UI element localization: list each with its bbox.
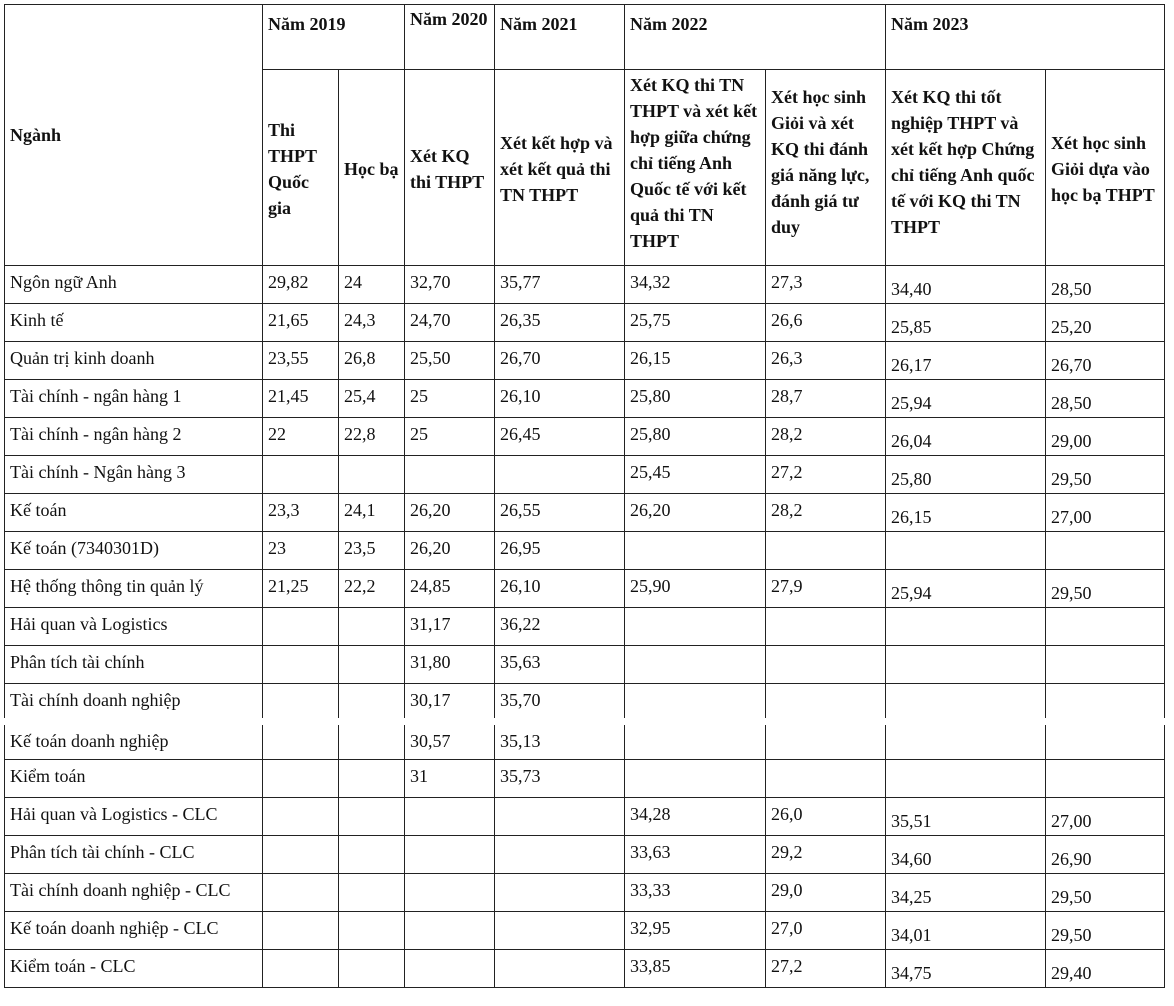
cell-score-2021: 26,55 — [495, 494, 625, 532]
cell-score-2022-a: 33,85 — [625, 950, 766, 988]
cell-score-2023-b — [1046, 684, 1165, 722]
cell-score-2023-b: 29,50 — [1046, 874, 1165, 912]
cell-score-2019-hocba: 22,8 — [339, 418, 405, 456]
cell-score-2022-b: 27,2 — [766, 456, 886, 494]
cell-score-2022-a — [625, 532, 766, 570]
cell-score-2021: 36,22 — [495, 608, 625, 646]
cell-score-2019-hocba: 24 — [339, 266, 405, 304]
cell-score-2019-hocba: 22,2 — [339, 570, 405, 608]
cell-score-2019-thpt: 21,65 — [263, 304, 339, 342]
table-row — [5, 266, 1165, 304]
cell-score-2023-a: 34,01 — [886, 912, 1046, 950]
cell-score-2020: 31,80 — [405, 646, 495, 684]
cell-score-2022-b: 27,9 — [766, 570, 886, 608]
table-row — [5, 950, 1165, 988]
table-row — [5, 570, 1165, 608]
cell-score-2019-thpt: 23,55 — [263, 342, 339, 380]
cell-score-2019-thpt — [263, 646, 339, 684]
header-method-2022-a: Xét KQ thi TN THPT và xét kết hợp giữa chứng chỉ tiếng Anh Quốc tế với kết quả thi TN THPT — [625, 70, 766, 266]
cell-score-2019-thpt: 21,25 — [263, 570, 339, 608]
cell-score-2022-a: 32,95 — [625, 912, 766, 950]
table-row — [5, 760, 1165, 798]
cell-nganh: Hệ thống thông tin quản lý — [5, 570, 263, 608]
table-row — [5, 304, 1165, 342]
cell-score-2023-b: 29,50 — [1046, 570, 1165, 608]
cell-score-2021: 35,73 — [495, 760, 625, 798]
cell-score-2023-a: 35,51 — [886, 798, 1046, 836]
cell-score-2020: 26,20 — [405, 494, 495, 532]
cell-score-2023-a: 26,04 — [886, 418, 1046, 456]
cell-score-2021 — [495, 874, 625, 912]
cell-score-2020: 31,17 — [405, 608, 495, 646]
cell-score-2022-b: 27,0 — [766, 912, 886, 950]
cell-score-2022-a: 34,32 — [625, 266, 766, 304]
cell-score-2022-b: 28,7 — [766, 380, 886, 418]
cell-score-2022-a — [625, 684, 766, 722]
table-row — [5, 380, 1165, 418]
cell-score-2023-a — [886, 608, 1046, 646]
cell-score-2019-hocba — [339, 646, 405, 684]
cell-score-2019-hocba — [339, 874, 405, 912]
cell-nganh: Kế toán doanh nghiệp - CLC — [5, 912, 263, 950]
cell-score-2023-a: 26,17 — [886, 342, 1046, 380]
cell-nganh: Tài chính doanh nghiệp - CLC — [5, 874, 263, 912]
cell-nganh: Kế toán (7340301D) — [5, 532, 263, 570]
cell-score-2023-b: 29,50 — [1046, 456, 1165, 494]
cell-score-2019-thpt: 23 — [263, 532, 339, 570]
cell-score-2023-a — [886, 646, 1046, 684]
cell-score-2023-a: 25,94 — [886, 380, 1046, 418]
cell-score-2023-a: 26,15 — [886, 494, 1046, 532]
cell-nganh: Hải quan và Logistics — [5, 608, 263, 646]
cell-score-2022-a: 25,75 — [625, 304, 766, 342]
cell-score-2022-a: 25,90 — [625, 570, 766, 608]
cell-score-2022-a: 25,80 — [625, 380, 766, 418]
cell-score-2019-thpt — [263, 798, 339, 836]
cell-score-2019-hocba: 23,5 — [339, 532, 405, 570]
cell-score-2023-a — [886, 684, 1046, 722]
cell-score-2023-b — [1046, 532, 1165, 570]
cell-score-2021: 35,77 — [495, 266, 625, 304]
cell-score-2019-thpt: 21,45 — [263, 380, 339, 418]
cell-score-2023-b: 28,50 — [1046, 266, 1165, 304]
cell-nganh: Tài chính - ngân hàng 1 — [5, 380, 263, 418]
cell-score-2022-b: 28,2 — [766, 494, 886, 532]
cell-score-2023-b: 28,50 — [1046, 380, 1165, 418]
cell-score-2020: 25 — [405, 418, 495, 456]
cell-score-2019-thpt — [263, 684, 339, 722]
cell-score-2023-b — [1046, 760, 1165, 798]
cell-score-2023-b — [1046, 722, 1165, 760]
cell-score-2021: 26,45 — [495, 418, 625, 456]
cell-score-2023-b: 29,40 — [1046, 950, 1165, 988]
table-row — [5, 722, 1165, 760]
table-row — [5, 608, 1165, 646]
cell-nganh: Kế toán doanh nghiệp — [5, 722, 263, 760]
cell-score-2022-b — [766, 532, 886, 570]
cell-score-2021: 35,70 — [495, 684, 625, 722]
cell-score-2019-hocba — [339, 950, 405, 988]
cell-nganh: Quản trị kinh doanh — [5, 342, 263, 380]
cell-nganh: Kiểm toán — [5, 760, 263, 798]
cell-score-2022-b: 29,0 — [766, 874, 886, 912]
cell-score-2019-thpt — [263, 722, 339, 760]
cell-nganh: Kiểm toán - CLC — [5, 950, 263, 988]
table-row — [5, 646, 1165, 684]
cell-score-2022-b: 26,3 — [766, 342, 886, 380]
cell-score-2020: 24,70 — [405, 304, 495, 342]
cell-score-2022-a — [625, 646, 766, 684]
cell-score-2019-thpt — [263, 950, 339, 988]
cell-score-2019-hocba: 25,4 — [339, 380, 405, 418]
cell-score-2020: 31 — [405, 760, 495, 798]
cell-score-2019-thpt: 23,3 — [263, 494, 339, 532]
cell-score-2021 — [495, 798, 625, 836]
cell-score-2022-b — [766, 760, 886, 798]
cell-score-2021: 26,70 — [495, 342, 625, 380]
cell-score-2020 — [405, 874, 495, 912]
cell-score-2021 — [495, 456, 625, 494]
admission-scores-table — [4, 4, 1165, 988]
cell-score-2019-hocba: 24,3 — [339, 304, 405, 342]
table-row — [5, 342, 1165, 380]
cell-score-2023-a: 34,75 — [886, 950, 1046, 988]
cell-score-2019-thpt — [263, 912, 339, 950]
cell-score-2022-b: 28,2 — [766, 418, 886, 456]
table-row — [5, 456, 1165, 494]
cell-score-2021: 26,10 — [495, 380, 625, 418]
cell-score-2023-a — [886, 532, 1046, 570]
cell-score-2023-b: 27,00 — [1046, 494, 1165, 532]
cell-score-2019-thpt: 29,82 — [263, 266, 339, 304]
cell-nganh: Phân tích tài chính — [5, 646, 263, 684]
cell-score-2019-hocba — [339, 912, 405, 950]
cell-score-2023-a: 25,94 — [886, 570, 1046, 608]
cell-score-2022-b — [766, 722, 886, 760]
cell-score-2022-a: 26,15 — [625, 342, 766, 380]
cell-score-2023-b: 25,20 — [1046, 304, 1165, 342]
cell-score-2019-thpt — [263, 760, 339, 798]
cell-score-2019-hocba — [339, 760, 405, 798]
cell-score-2020: 32,70 — [405, 266, 495, 304]
cell-score-2019-hocba — [339, 456, 405, 494]
cell-score-2020: 25,50 — [405, 342, 495, 380]
cell-score-2022-b — [766, 608, 886, 646]
cell-score-2021: 35,63 — [495, 646, 625, 684]
cell-score-2020: 25 — [405, 380, 495, 418]
cell-score-2022-b: 27,2 — [766, 950, 886, 988]
cell-score-2022-a — [625, 722, 766, 760]
cell-score-2021: 26,95 — [495, 532, 625, 570]
cell-score-2022-b: 26,0 — [766, 798, 886, 836]
header-method-2020: Xét KQ thi THPT — [405, 70, 495, 266]
cell-score-2023-a — [886, 760, 1046, 798]
cell-score-2020 — [405, 798, 495, 836]
cell-score-2020 — [405, 836, 495, 874]
header-year-2023: Năm 2023 — [886, 5, 1165, 70]
cell-score-2020 — [405, 950, 495, 988]
cell-score-2019-hocba — [339, 608, 405, 646]
cell-score-2019-thpt — [263, 836, 339, 874]
cell-score-2019-hocba — [339, 798, 405, 836]
cell-score-2022-b — [766, 646, 886, 684]
cell-score-2019-thpt — [263, 874, 339, 912]
cell-score-2021 — [495, 912, 625, 950]
cell-score-2023-a: 34,60 — [886, 836, 1046, 874]
cell-score-2023-b: 29,50 — [1046, 912, 1165, 950]
table-row — [5, 874, 1165, 912]
cell-score-2023-b: 26,70 — [1046, 342, 1165, 380]
header-method-2021: Xét kết hợp và xét kết quả thi TN THPT — [495, 70, 625, 266]
cell-score-2022-a: 25,45 — [625, 456, 766, 494]
cell-score-2019-hocba — [339, 836, 405, 874]
cell-score-2023-a: 25,85 — [886, 304, 1046, 342]
cell-score-2020 — [405, 456, 495, 494]
cell-nganh: Tài chính - Ngân hàng 3 — [5, 456, 263, 494]
cell-score-2023-a: 25,80 — [886, 456, 1046, 494]
cell-score-2020 — [405, 912, 495, 950]
cell-nganh: Kinh tế — [5, 304, 263, 342]
header-year-2020: Năm 2020 — [405, 5, 495, 70]
cell-score-2023-b — [1046, 608, 1165, 646]
table-row — [5, 684, 1165, 722]
cell-score-2021: 35,13 — [495, 722, 625, 760]
header-method-2023-a: Xét KQ thi tốt nghiệp THPT và xét kết hợp Chứng chỉ tiếng Anh quốc tế với KQ thi TN THPT — [886, 70, 1046, 266]
cell-score-2022-a: 25,80 — [625, 418, 766, 456]
cell-score-2022-a: 34,28 — [625, 798, 766, 836]
cell-score-2020: 24,85 — [405, 570, 495, 608]
header-method-2019-thpt: Thi THPT Quốc gia — [263, 70, 339, 266]
header-nganh: Ngành — [5, 5, 263, 266]
table-row — [5, 836, 1165, 874]
cell-nganh: Tài chính doanh nghiệp — [5, 684, 263, 722]
cell-score-2023-b: 26,90 — [1046, 836, 1165, 874]
cell-score-2023-a — [886, 722, 1046, 760]
cell-nganh: Phân tích tài chính - CLC — [5, 836, 263, 874]
cell-nganh: Kế toán — [5, 494, 263, 532]
cell-score-2023-b: 29,00 — [1046, 418, 1165, 456]
cell-score-2023-b — [1046, 646, 1165, 684]
table-row — [5, 532, 1165, 570]
cell-score-2022-a: 26,20 — [625, 494, 766, 532]
cell-score-2023-a: 34,25 — [886, 874, 1046, 912]
table-row — [5, 494, 1165, 532]
cell-score-2019-hocba — [339, 722, 405, 760]
cell-score-2022-b: 27,3 — [766, 266, 886, 304]
cell-score-2023-b: 27,00 — [1046, 798, 1165, 836]
header-year-2021: Năm 2021 — [495, 5, 625, 70]
table-row — [5, 798, 1165, 836]
cell-score-2022-b — [766, 684, 886, 722]
cell-score-2022-a: 33,33 — [625, 874, 766, 912]
cell-score-2023-a: 34,40 — [886, 266, 1046, 304]
cell-score-2021: 26,35 — [495, 304, 625, 342]
table-body — [5, 266, 1165, 988]
cell-nganh: Hải quan và Logistics - CLC — [5, 798, 263, 836]
cell-score-2020: 30,57 — [405, 722, 495, 760]
cell-score-2019-thpt: 22 — [263, 418, 339, 456]
table-row — [5, 912, 1165, 950]
cell-nganh: Tài chính - ngân hàng 2 — [5, 418, 263, 456]
cell-score-2020: 30,17 — [405, 684, 495, 722]
cell-score-2022-b: 26,6 — [766, 304, 886, 342]
cell-score-2021 — [495, 836, 625, 874]
header-method-2019-hocba: Học bạ — [339, 70, 405, 266]
cell-score-2021 — [495, 950, 625, 988]
cell-nganh: Ngôn ngữ Anh — [5, 266, 263, 304]
cell-score-2022-a: 33,63 — [625, 836, 766, 874]
header-year-2022: Năm 2022 — [625, 5, 886, 70]
table-row — [5, 418, 1165, 456]
cell-score-2019-hocba: 26,8 — [339, 342, 405, 380]
cell-score-2020: 26,20 — [405, 532, 495, 570]
cell-score-2021: 26,10 — [495, 570, 625, 608]
cell-score-2022-a — [625, 608, 766, 646]
header-row-years — [5, 5, 1165, 70]
header-method-2023-b: Xét học sinh Giỏi dựa vào học bạ THPT — [1046, 70, 1165, 266]
header-method-2022-b: Xét học sinh Giỏi và xét KQ thi đánh giá năng lực, đánh giá tư duy — [766, 70, 886, 266]
cell-score-2019-hocba — [339, 684, 405, 722]
cell-score-2019-hocba: 24,1 — [339, 494, 405, 532]
cell-score-2019-thpt — [263, 608, 339, 646]
cell-score-2022-a — [625, 760, 766, 798]
cell-score-2019-thpt — [263, 456, 339, 494]
cell-score-2022-b: 29,2 — [766, 836, 886, 874]
header-year-2019: Năm 2019 — [263, 5, 405, 70]
